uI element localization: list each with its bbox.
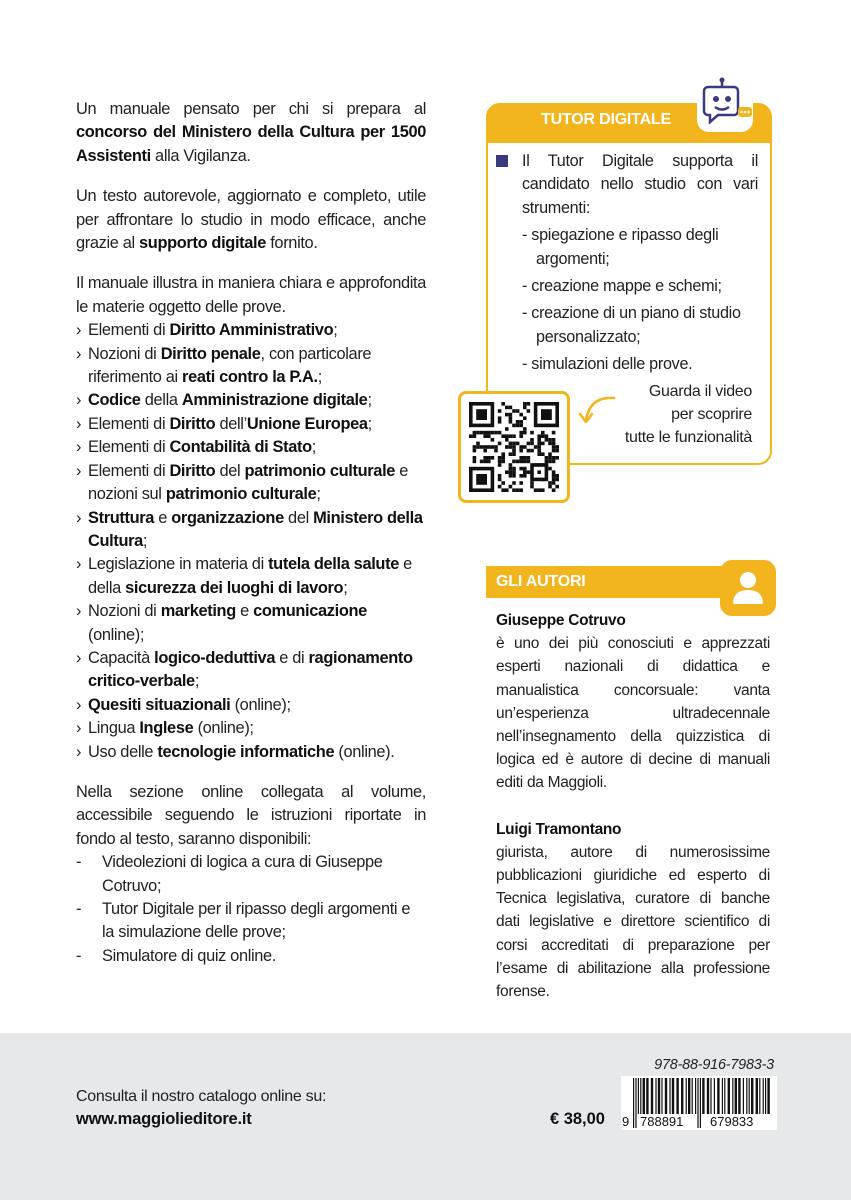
topic-item: › Elementi di Diritto del patrimonio culturale e nozioni sul patrimonio culturale; [76,461,409,504]
curved-arrow-icon [578,394,618,428]
tutor-feature-item: - creazione mappe e schemi; [522,277,722,296]
intro-paragraph-2: Un testo autorevole, aggiornato e completo, utile per affrontare lo studio in modo efficace, anche grazie al supporto digitale fornito. [76,187,426,253]
topic-item: › Nozioni di marketing e comunicazione (online); [76,602,367,644]
online-resource-item: - Simulatore di quiz online. [76,946,277,965]
description-column [76,98,426,968]
author-name: Luigi Tramontano [496,820,622,838]
chevron-right-icon: › [76,695,82,714]
chevron-right-icon: › [76,461,82,480]
topic-item: › Nozioni di Diritto penale, con particolare riferimento ai reati contro la P.A.; [76,344,372,387]
tutor-features [496,150,758,381]
tutor-feature-item: - spiegazione e ripasso degli argomenti; [522,226,719,268]
chevron-right-icon: › [76,508,82,527]
author-bio: giurista, autore di numerosissime pubblicazioni giuridiche ed esperto di Tecnica legislativa, curatore di banche dati legislative e direttore scientifico di corsi accreditati di preparazione per l’esame di abilitazione alla professione forense. [496,843,770,1001]
chevron-right-icon: › [76,321,82,340]
video-cta: Guarda il video per scoprire tutte le funzionalità [624,383,752,446]
robot-chat-icon [694,73,756,135]
online-resource-item: - Tutor Digitale per il ripasso degli argomenti e la simulazione delle prove; [76,900,411,942]
publisher-url[interactable]: www.maggiolieditore.it [76,1110,252,1128]
topic-item: › Struttura e organizzazione del Ministero della Cultura; [76,508,423,550]
isbn: 978-88-916-7983-3 [654,1057,774,1073]
qr-code[interactable] [458,391,570,503]
topic-item: › Capacità logico-deduttiva e di ragionamento critico-verbale; [76,648,413,691]
chevron-right-icon: › [76,438,82,457]
price: € 38,00 [549,1110,605,1128]
tutor-intro: Il Tutor Digitale supporta il candidato nello studio con vari strumenti: [496,150,758,220]
tutor-digitale-title: TUTOR DIGITALE [541,111,671,128]
topic-item: › Uso delle tecnologie informatiche (online). [76,741,426,764]
intro-paragraph-3: Il manuale illustra in maniera chiara e approfondita le materie oggetto delle prove. [76,274,426,316]
topic-item: › Codice della Amministrazione digitale; [76,389,426,412]
authors-title: GLI AUTORI [496,573,586,590]
person-icon [720,560,776,616]
topic-item: › Legislazione in materia di tutela della salute e della sicurezza dei luoghi di lavoro; [76,555,412,597]
bullet-square-icon [496,155,508,167]
topic-item: › Lingua Inglese (online); [76,717,426,740]
topic-item: › Elementi di Diritto dell’Unione Europea; [76,413,426,436]
tutor-feature-item: - creazione di un piano di studio personalizzato; [522,304,741,346]
online-resource-item: - Videolezioni di logica a cura di Giuseppe Cotruvo; [76,853,383,895]
authors-text [496,609,770,1003]
topic-item: › Quesiti situazionali (online); [76,694,426,717]
author-name: Giuseppe Cotruvo [496,612,626,629]
topic-item: › Elementi di Diritto Amministrativo; [76,319,426,342]
chevron-right-icon: › [76,555,82,574]
chevron-right-icon: › [76,719,82,738]
chevron-right-icon: › [76,391,82,410]
barcode-digit-group: 788891 [640,1114,684,1129]
tutor-feature-item: - simulazioni delle prove. [522,355,693,374]
chevron-right-icon: › [76,414,82,433]
intro-paragraph-1: Un manuale pensato per chi si prepara al concorso del Ministero della Cultura per 1500 Assistenti alla Vigilanza. [76,100,426,165]
chevron-right-icon: › [76,344,82,363]
barcode-digits [621,1107,777,1129]
topics-list [76,319,426,764]
author-bio: è uno dei più conosciuti e apprezzati esperti nazionali di didattica e manualistica concorsuale: vanta un’esperienza ultradecennale nell’insegnamento della quizzistica di logica ed è autore di decine di manuali editi da Maggioli. [496,635,770,792]
chevron-right-icon: › [76,602,82,621]
topic-item: › Elementi di Contabilità di Stato; [76,436,426,459]
chevron-right-icon: › [76,648,82,667]
catalog-label: Consulta il nostro catalogo online su: [76,1088,327,1105]
barcode-digit-group: 679833 [710,1114,754,1129]
online-section-intro: Nella sezione online collegata al volume, accessibile seguendo le istruzioni riportate in fondo al testo, saranno disponibili: [76,782,426,848]
online-resources-list [76,851,426,968]
chevron-right-icon: › [76,742,82,761]
barcode-digit-group: 9 [622,1114,630,1129]
qr-code-icon [469,402,559,492]
